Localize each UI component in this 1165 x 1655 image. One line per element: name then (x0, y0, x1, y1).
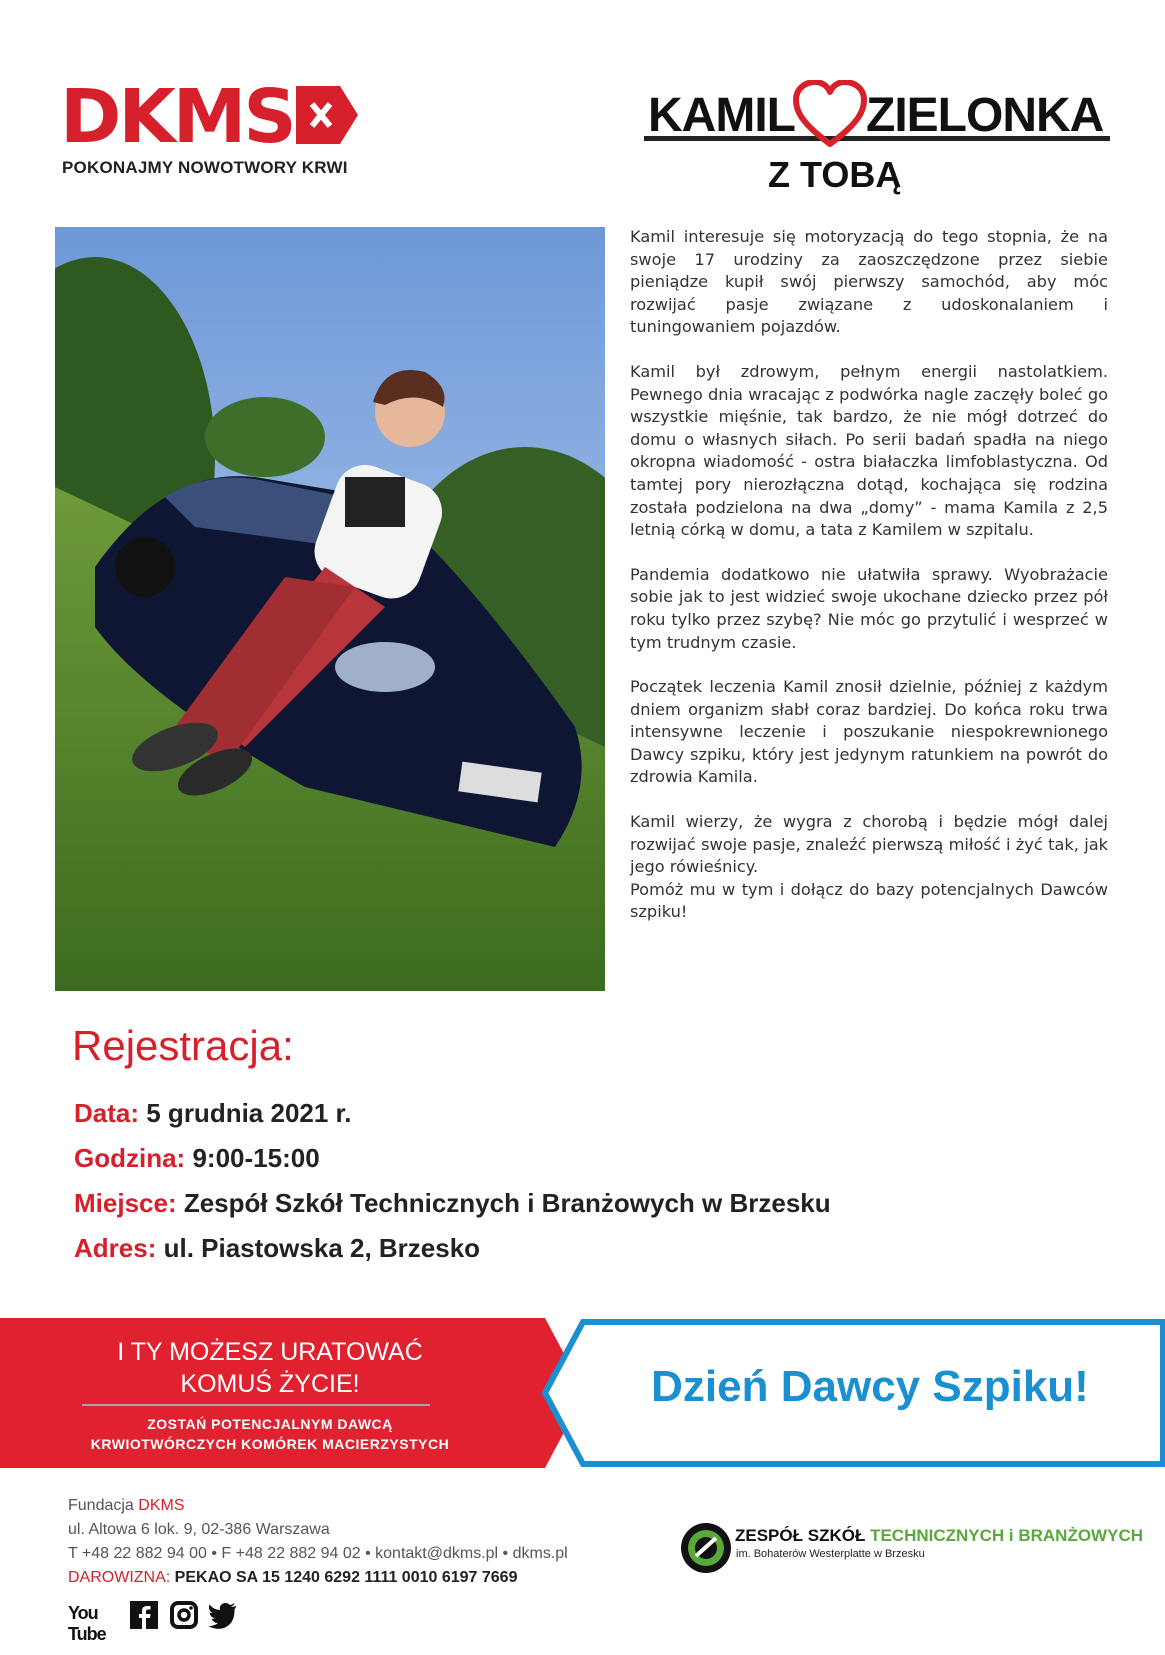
dkms-arrow-x-icon (296, 86, 358, 144)
donation-account: PEKAO SA 15 1240 6292 1111 0010 6197 7669 (170, 1569, 518, 1586)
story-paragraph-5: Kamil wierzy, że wygra z chorobą i będzie mógł dalej rozwijać swoje pasje, znaleźć pierwszą miłość i żyć tak, jak jego rówieśnicy. (630, 812, 1108, 877)
donation-label: DAROWIZNA: (68, 1569, 171, 1586)
dkms-logo-text: DKMS (60, 74, 294, 160)
story-text (630, 226, 1108, 946)
registration-address (74, 1233, 480, 1264)
school-subtitle: im. Bohaterów Westerplatte w Brzesku (736, 1548, 925, 1560)
registration-time (74, 1143, 320, 1174)
photo-illustration (55, 227, 605, 991)
facebook-icon[interactable] (130, 1601, 158, 1629)
registration-date (74, 1098, 351, 1129)
banner-headline (0, 1336, 540, 1400)
story-paragraph-4: Początek leczenia Kamil znosił dzielnie, później z każdym dniem organizm słabł coraz bardziej. Do końca roku trwa intensywne leczenie i poszukanie niespokrewnionego Dawcy szpiku, który jest jedynym ratunkiem na powrót do zdrowia Kamila. (630, 677, 1108, 787)
instagram-icon[interactable] (170, 1601, 198, 1629)
footer-contact (68, 1494, 668, 1590)
banner-line-1: I TY MOŻESZ URATOWAĆ (117, 1338, 423, 1366)
banner-event-name: Dzień Dawcy Szpiku! (651, 1362, 1089, 1411)
youtube-icon[interactable]: You Tube (68, 1603, 106, 1644)
address-label: Adres: (74, 1233, 157, 1263)
story-paragraph-1: Kamil interesuje się motoryzacją do tego stopnia, że na swoje 17 urodziny za zaoszczędzone przez siebie pieniądze kupił swój pierwszy samochód, aby móc rozwijać pasje związane z udoskonalaniem i tuningowaniem pojazdów. (630, 227, 1108, 337)
banner-divider (82, 1404, 430, 1406)
foundation-name: DKMS (138, 1497, 185, 1514)
banner-subline (0, 1414, 540, 1454)
story-paragraph-2: Kamil był zdrowym, pełnym energii nastolatkiem. Pewnego dnia wracając z podwórka nagle zaczęły boleć go wszystkie mięśnie, tak bardzo, że nie mógł dotrzeć do domu o własnych siłach. Po serii badań spadła na niego okropna wiadomość - ostra białaczka limfoblastyczna. Od tamtej pory nierozłączna dotąd, kochająca się rodzina została podzielona na dwa „domy” - mama Kamila z 2,5 letnią córką w domu, a tata z Kamilem w szpitalu. (630, 361, 1108, 540)
place-value: Zespół Szkół Technicznych i Branżowych w Brzesku (183, 1188, 831, 1218)
story-paragraph-3: Pandemia dodatkowo nie ułatwiła sprawy. Wyobrażacie sobie jak to jest widzieć swoje ukochane dziecko przez pół roku tylko przez szybę? Nie móc go przytulić i wesprzeć w tym trudnym czasie. (630, 564, 1108, 652)
time-label: Godzina: (74, 1143, 186, 1173)
school-name-part1: ZESPÓŁ SZKÓŁ (735, 1526, 871, 1545)
registration-title: Rejestracja: (72, 1022, 294, 1069)
last-name: ZIELONKA (866, 89, 1104, 142)
school-emblem-icon (680, 1522, 732, 1574)
dkms-logo (60, 74, 370, 180)
foundation-contact: T +48 22 882 94 00 • F +48 22 882 94 02 • kontakt@dkms.pl • dkms.pl (68, 1545, 568, 1562)
banner-line-2: KOMUŚ ŻYCIE! (180, 1370, 360, 1398)
campaign-title (640, 78, 1110, 198)
school-name-part2: TECHNICZNYCH i BRANŻOWYCH (870, 1526, 1143, 1545)
school-name (735, 1526, 1143, 1546)
photo-kamil-with-car (55, 227, 605, 991)
foundation-address: ul. Altowa 6 lok. 9, 02-386 Warszawa (68, 1521, 330, 1538)
place-label: Miejsce: (74, 1188, 177, 1218)
date-value: 5 grudnia 2021 r. (146, 1098, 352, 1128)
donor-banner (0, 1318, 1165, 1468)
first-name: KAMIL (648, 89, 795, 142)
title-subtitle: Z TOBĄ (768, 154, 902, 195)
foundation-prefix: Fundacja (68, 1497, 139, 1514)
address-value: ul. Piastowska 2, Brzesko (163, 1233, 481, 1263)
foundation-line (68, 1494, 668, 1518)
dkms-tagline: POKONAJMY NOWOTWORY KRWI (62, 158, 348, 177)
date-label: Data: (74, 1098, 140, 1128)
banner-sub-1: ZOSTAŃ POTENCJALNYM DAWCĄ (147, 1416, 393, 1432)
heart-icon (790, 80, 870, 150)
banner-sub-2: KRWIOTWÓRCZYCH KOMÓREK MACIERZYSTYCH (90, 1436, 450, 1452)
story-paragraph-6: Pomóż mu w tym i dołącz do bazy potencjalnych Dawców szpiku! (630, 879, 1108, 922)
registration-place (74, 1188, 831, 1219)
school-logo-block (680, 1522, 1143, 1578)
time-value: 9:00-15:00 (192, 1143, 320, 1173)
twitter-icon[interactable] (208, 1601, 238, 1629)
donation-line (68, 1566, 668, 1590)
